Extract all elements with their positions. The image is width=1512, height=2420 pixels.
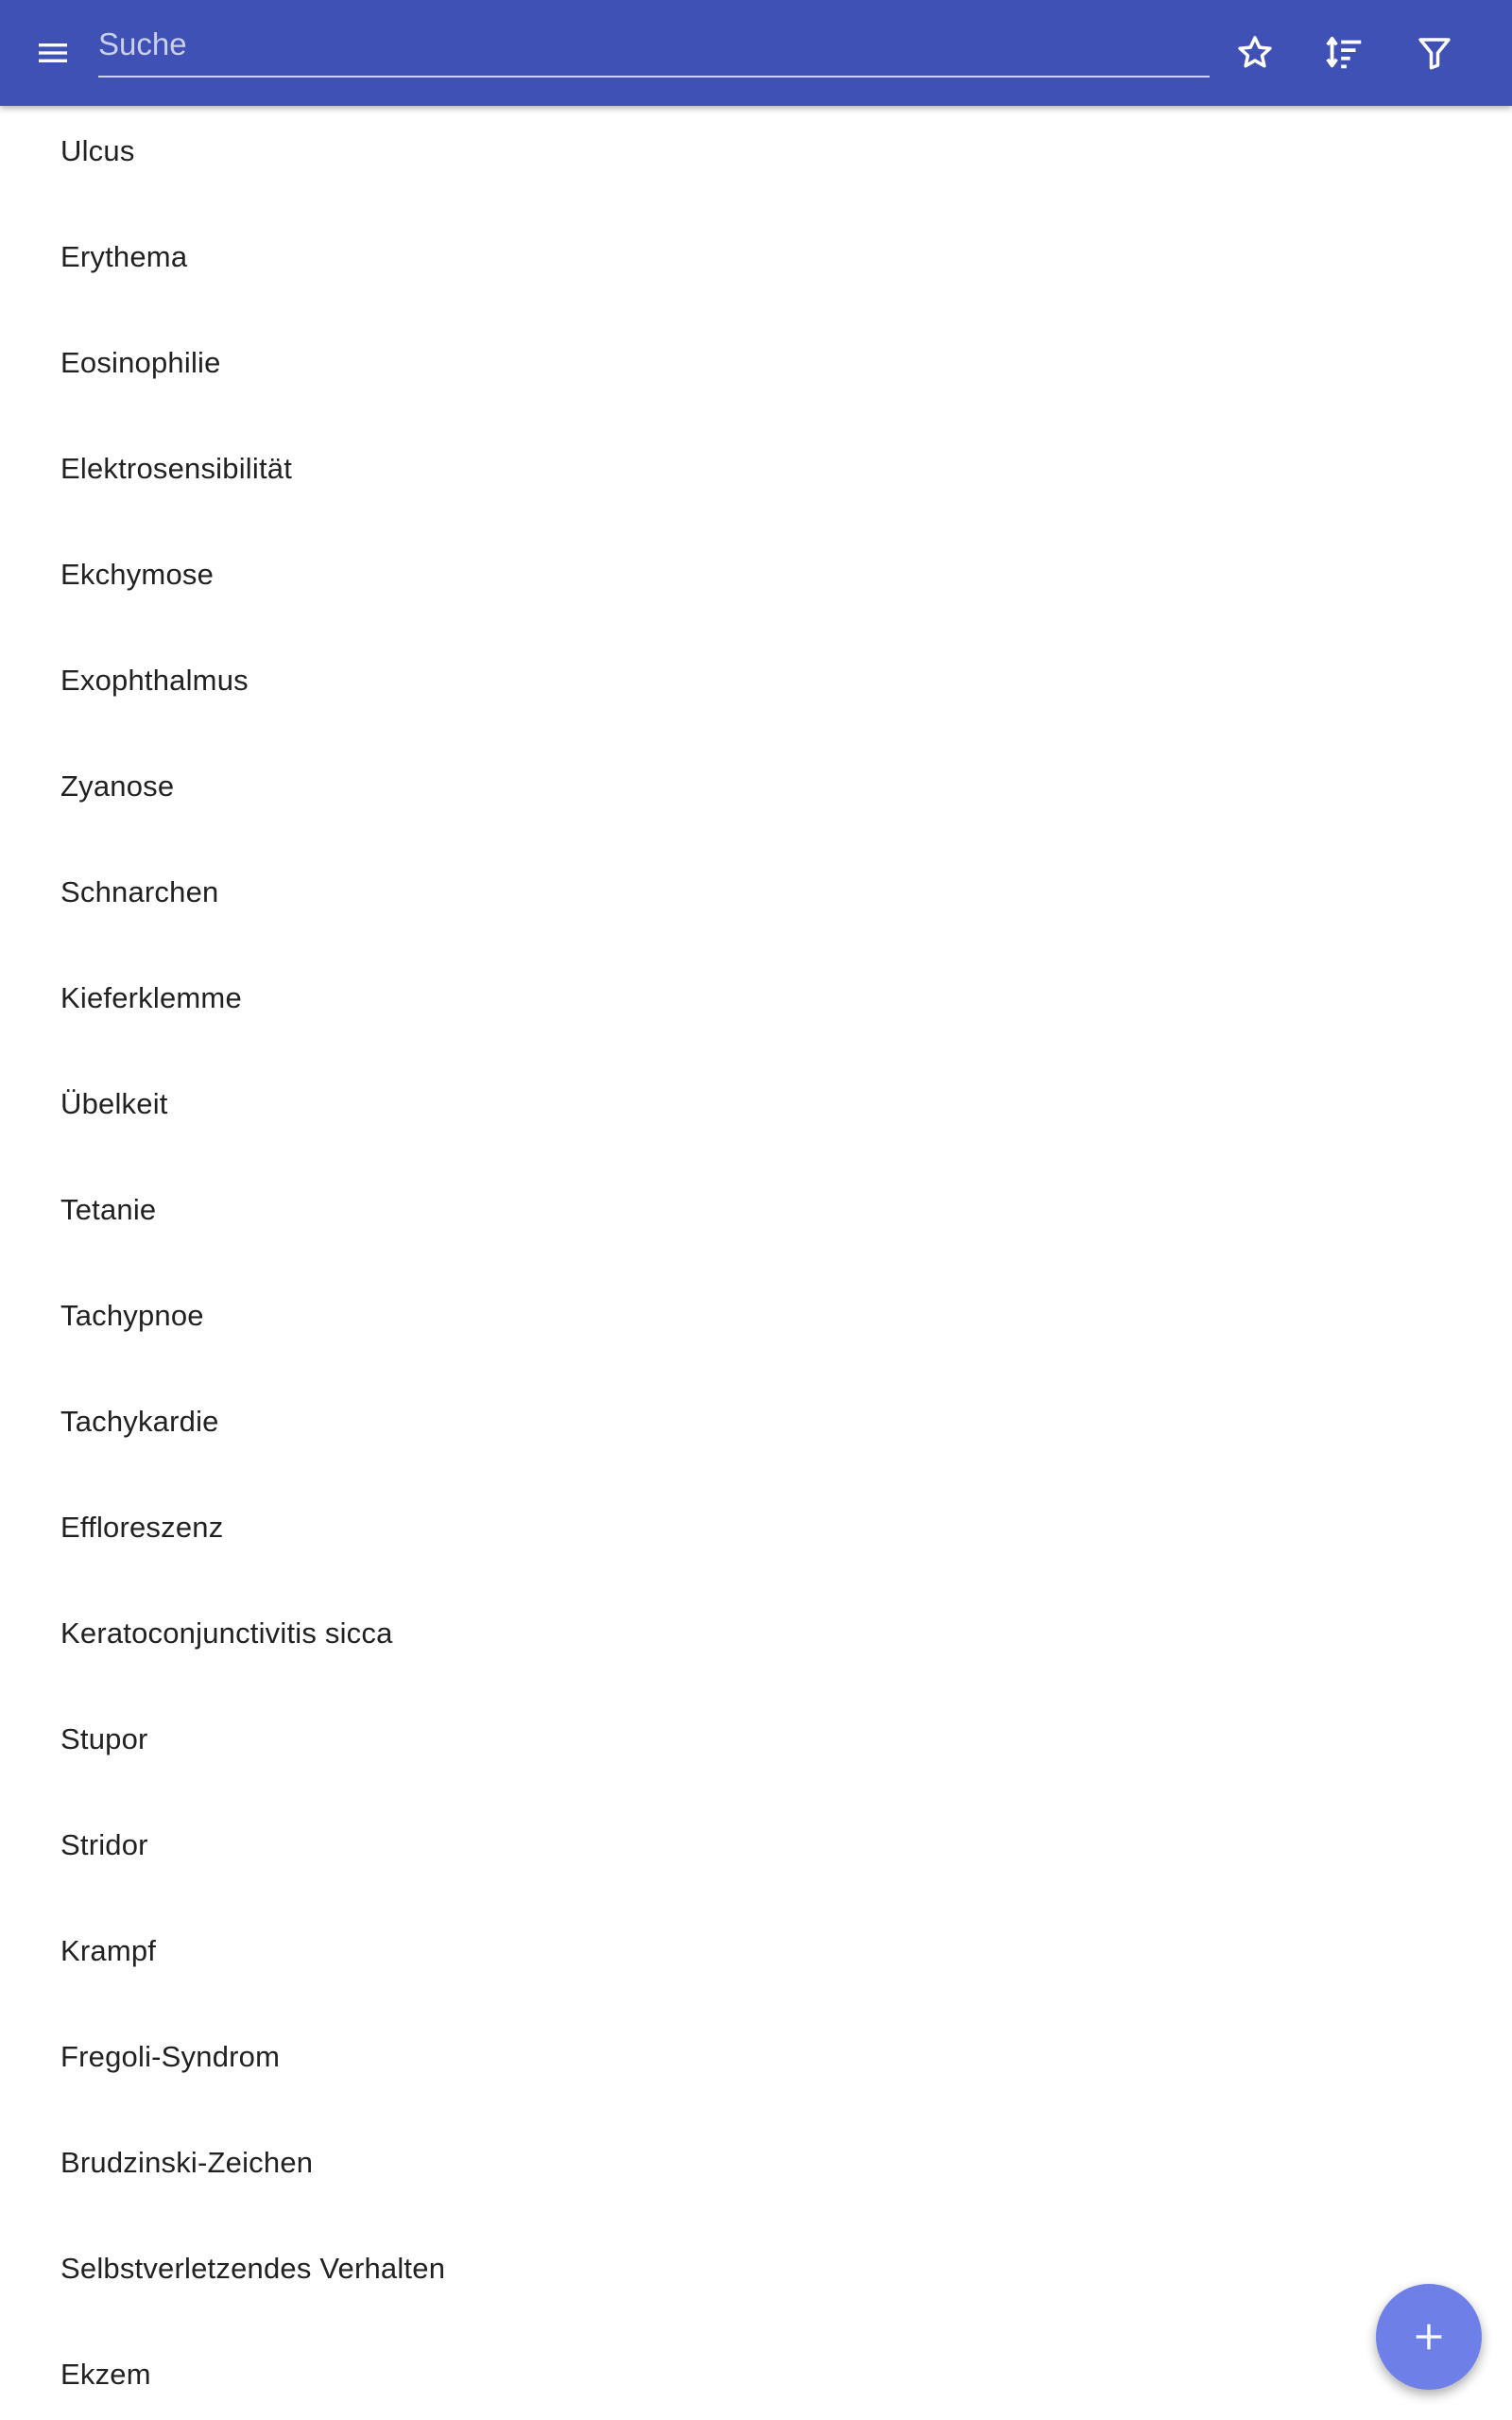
symptom-name: Ulcus: [60, 134, 135, 167]
symptom-name: Übelkeit: [60, 1087, 168, 1120]
sort-icon: [1323, 31, 1366, 75]
symptom-name: Tetanie: [60, 1193, 157, 1226]
symptom-name: Erythema: [60, 240, 188, 273]
sort-button[interactable]: [1307, 15, 1383, 91]
list-item[interactable]: [0, 839, 1512, 945]
plus-icon: [1410, 2318, 1448, 2356]
list-item[interactable]: [0, 1898, 1512, 2004]
symptom-name: Effloreszenz: [60, 1511, 224, 1544]
symptom-name: Exophthalmus: [60, 664, 249, 697]
list-item[interactable]: [0, 734, 1512, 839]
menu-button[interactable]: [15, 15, 91, 91]
favorites-button[interactable]: [1217, 15, 1293, 91]
list-item[interactable]: [0, 2110, 1512, 2216]
list-item[interactable]: [0, 1051, 1512, 1157]
list-item[interactable]: [0, 1475, 1512, 1581]
menu-icon: [34, 34, 72, 72]
symptom-name: Ekzem: [60, 2358, 151, 2391]
symptom-name: Zyanose: [60, 769, 175, 803]
add-symptom-button[interactable]: [1376, 2284, 1482, 2390]
symptom-name: Fregoli-Syndrom: [60, 2040, 281, 2073]
symptom-name: Eosinophilie: [60, 346, 221, 379]
symptom-list: [0, 98, 1512, 2420]
symptom-name: Stridor: [60, 1828, 148, 1861]
search-input[interactable]: [98, 17, 1210, 72]
star-outline-icon: [1234, 32, 1276, 74]
list-item[interactable]: [0, 2004, 1512, 2110]
list-item[interactable]: [0, 1369, 1512, 1475]
symptom-name: Brudzinski-Zeichen: [60, 2146, 314, 2179]
list-item[interactable]: [0, 1581, 1512, 1686]
list-item[interactable]: [0, 522, 1512, 628]
search-field[interactable]: [98, 17, 1210, 78]
symptom-name: Tachypnoe: [60, 1299, 204, 1332]
list-item[interactable]: [0, 1263, 1512, 1369]
symptom-name: Ekchymose: [60, 558, 215, 591]
list-item[interactable]: [0, 628, 1512, 734]
list-item[interactable]: [0, 1686, 1512, 1792]
filter-button[interactable]: [1397, 15, 1472, 91]
app-bar: [0, 0, 1512, 106]
symptom-name: Elektrosensibilität: [60, 452, 293, 485]
symptom-name: Stupor: [60, 1722, 148, 1755]
symptom-name: Kieferklemme: [60, 981, 242, 1014]
filter-icon: [1415, 33, 1454, 73]
list-item[interactable]: [0, 1792, 1512, 1898]
list-item[interactable]: [0, 1157, 1512, 1263]
list-item[interactable]: [0, 310, 1512, 416]
symptom-name: Selbstverletzendes Verhalten: [60, 2252, 446, 2285]
symptom-name: Krampf: [60, 1934, 157, 1967]
list-item[interactable]: [0, 204, 1512, 310]
list-item[interactable]: [0, 2216, 1512, 2322]
symptom-name: Tachykardie: [60, 1405, 219, 1438]
list-item[interactable]: [0, 2322, 1512, 2420]
symptom-name: Keratoconjunctivitis sicca: [60, 1616, 393, 1650]
list-item[interactable]: [0, 98, 1512, 204]
list-item[interactable]: [0, 945, 1512, 1051]
symptom-name: Schnarchen: [60, 875, 219, 908]
list-item[interactable]: [0, 416, 1512, 522]
